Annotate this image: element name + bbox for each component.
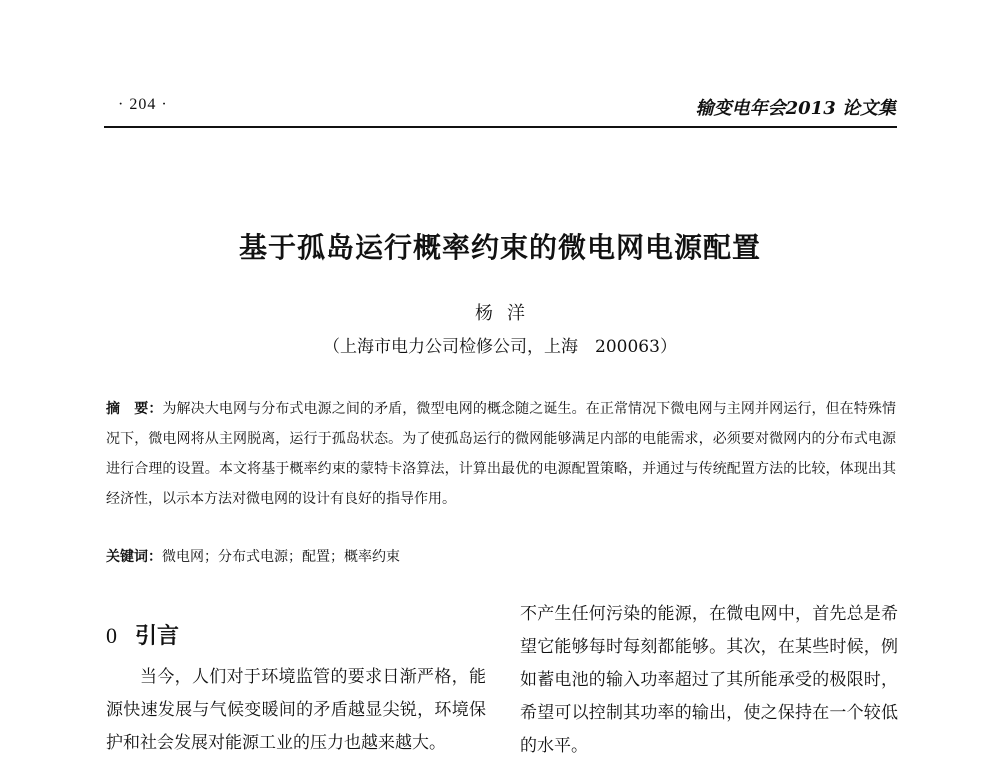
page-number: · 204 · xyxy=(118,96,168,113)
author-name: 杨洋 xyxy=(475,303,539,324)
header-rule xyxy=(104,126,897,128)
keywords-label: 关键词： xyxy=(106,549,162,565)
running-header-journal: 输变电年会2013 论文集 xyxy=(695,98,896,119)
body-right-column: 不产生任何污染的能源，在微电网中，首先总是希望它能够每时每刻都能够。其次，在某些时候，例如蓄电池的输入功率超过了其所能承受的极限时，希望可以控制其功率的输出，使之保持在一个较低的水平。 xyxy=(520,604,898,756)
section-heading-introduction xyxy=(106,619,179,650)
abstract-text: 为解决大电网与分布式电源之间的矛盾，微型电网的概念随之诞生。在正常情况下微电网与主网并网运行，但在特殊情况下，微电网将从主网脱离，运行于孤岛状态。为了使孤岛运行的微网能够满足内部的电能需求，必须要对微网内的分布式电源进行合理的设置。本文将基于概率约束的蒙特卡洛算法，计算出最优的电源配置策略，并通过与传统配置方法的比较，体现出其经济性，以示本方法对微电网的设计有良好的指导作用。 xyxy=(106,401,896,507)
section-number: 0 xyxy=(106,623,117,648)
abstract-label: 摘 要： xyxy=(106,401,163,417)
paper-title: 基于孤岛运行概率约束的微电网电源配置 xyxy=(238,231,761,264)
section-title: 引言 xyxy=(135,624,180,649)
abstract xyxy=(106,394,896,514)
body-left-column: 当今，人们对于环境监管的要求日渐严格，能源快速发展与气候变暖间的矛盾越显尖锐，环境保护和社会发展对能源工业的压力也越来越大。 xyxy=(106,667,486,753)
keywords-text: 微电网；分布式电源；配置；概率约束 xyxy=(162,549,400,565)
author-affiliation: （上海市电力公司检修公司，上海 200063） xyxy=(323,337,677,357)
keywords xyxy=(106,545,896,569)
